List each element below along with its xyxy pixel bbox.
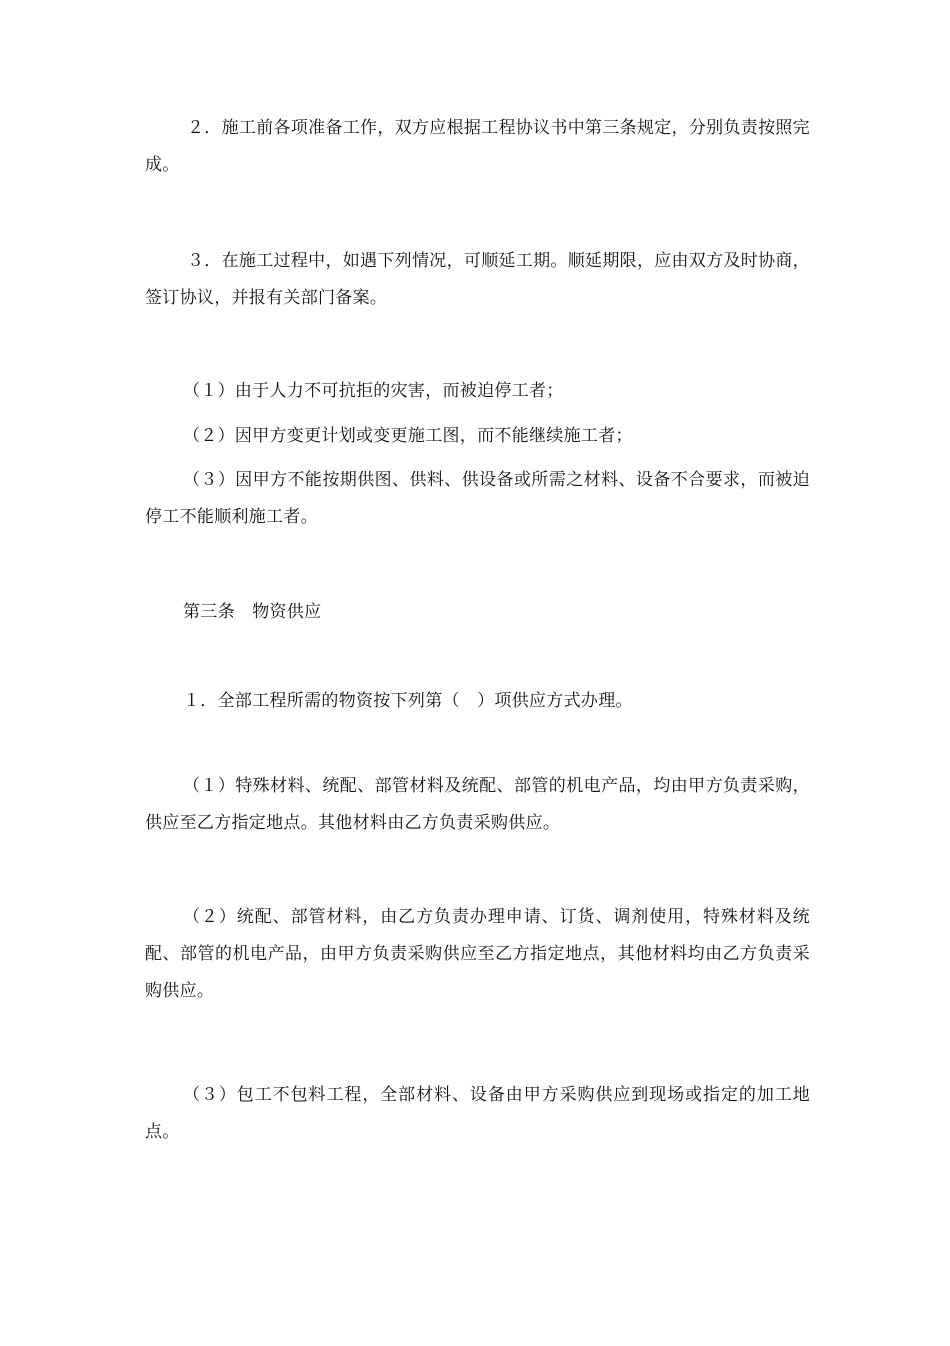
list-item-force-majeure: （１）由于人力不可抗拒的灾害，而被迫停工者； xyxy=(183,381,564,401)
section-heading-article-3: 第三条 物资供应 xyxy=(183,602,322,622)
list-item-plan-change: （２）因甲方变更计划或变更施工图，而不能继续施工者； xyxy=(183,426,633,446)
option-3-supply: （３）包工不包料工程，全部材料、设备由甲方采购供应到现场或指定的加工地点。 xyxy=(145,1085,810,1142)
paragraph-2-preparation: ２．施工前各项准备工作，双方应根据工程协议书中第三条规定，分别负责按照完成。 xyxy=(145,118,810,175)
list-item-supply-delay: （３）因甲方不能按期供图、供料、供设备或所需之材料、设备不合要求，而被迫停工不能顺利施工者。 xyxy=(145,470,810,527)
paragraph-1-supply-method: １．全部工程所需的物资按下列第（ ）项供应方式办理。 xyxy=(183,691,633,711)
paragraph-3-extension: ３．在施工过程中，如遇下列情况，可顺延工期。顺延期限，应由双方及时协商，签订协议，并报有关部门备案。 xyxy=(145,251,810,308)
option-2-supply: （２）统配、部管材料，由乙方负责办理申请、订货、调剂使用，特殊材料及统配、部管的机电产品，由甲方负责采购供应至乙方指定地点，其他材料均由乙方负责采购供应。 xyxy=(145,907,810,1001)
option-1-supply: （１）特殊材料、统配、部管材料及统配、部管的机电产品，均由甲方负责采购，供应至乙方指定地点。其他材料由乙方负责采购供应。 xyxy=(145,776,810,833)
